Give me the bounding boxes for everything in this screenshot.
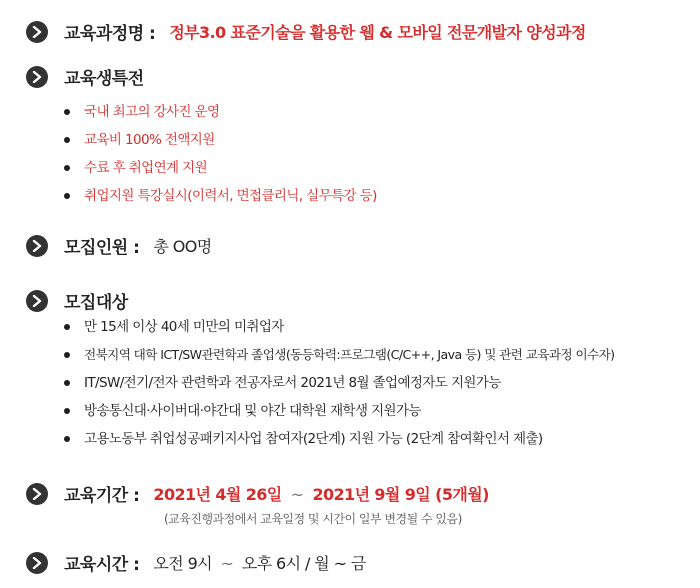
hours-end: 오후 6시 / 월 ~ 금 [241,554,366,573]
chevron-right-circle-icon [26,66,48,88]
recruit-count-row [26,233,212,258]
course-name-row [26,19,586,44]
chevron-right-circle-icon [26,483,48,505]
benefits-heading-row [26,64,144,89]
list-item: 고용노동부 취업성공패키지사업 참여자(2단계) 지원 가능 (2단계 참여확인서 제출) [62,425,614,453]
period-label: 교육기간 : [64,486,140,506]
benefits-list [62,98,377,210]
recruit-count-value: 총 OO명 [153,237,212,256]
chevron-right-circle-icon [26,290,48,312]
list-item: 수료 후 취업연계 지원 [62,154,377,182]
list-item: 교육비 100% 전액지원 [62,126,377,154]
hours-row [26,550,366,575]
course-name-value: 정부3.0 표준기술을 활용한 웹 & 모바일 전문개발자 양성과정 [169,23,586,42]
benefits-label: 교육생특전 [64,69,144,89]
chevron-right-circle-icon [26,235,48,257]
period-start: 2021년 4월 26일 [153,485,282,504]
hours-separator: ~ [220,554,234,573]
chevron-right-circle-icon [26,21,48,43]
period-separator: ~ [290,485,304,504]
list-item: 전북지역 대학 ICT/SW관련학과 졸업생(동등학력:프로그램(C/C++, Java 등) 및 관련 교육과정 이수자) [62,341,614,369]
list-item: IT/SW/전기/전자 관련학과 전공자로서 2021년 8월 졸업예정자도 지원가능 [62,369,614,397]
list-item: 취업지원 특강실시(이력서, 면접클리닉, 실무특강 등) [62,182,377,210]
list-item: 국내 최고의 강사진 운영 [62,98,377,126]
period-note: (교육진행과정에서 교육일정 및 시간이 일부 변경될 수 있음) [164,512,462,526]
targets-list [62,313,614,453]
hours-label: 교육시간 : [64,555,140,575]
period-row [26,481,489,506]
list-item: 만 15세 이상 40세 미만의 미취업자 [62,313,614,341]
recruit-count-label: 모집인원 : [64,238,140,258]
targets-heading-row [26,288,128,313]
hours-start: 오전 9시 [153,554,213,573]
period-end: 2021년 9월 9일 (5개월) [312,485,489,504]
targets-label: 모집대상 [64,293,128,313]
list-item: 방송통신대·사이버대·야간대 및 야간 대학원 재학생 지원가능 [62,397,614,425]
hours-value [153,551,365,574]
period-value [153,482,488,505]
course-name-label: 교육과정명 : [64,24,156,44]
chevron-right-circle-icon [26,552,48,574]
